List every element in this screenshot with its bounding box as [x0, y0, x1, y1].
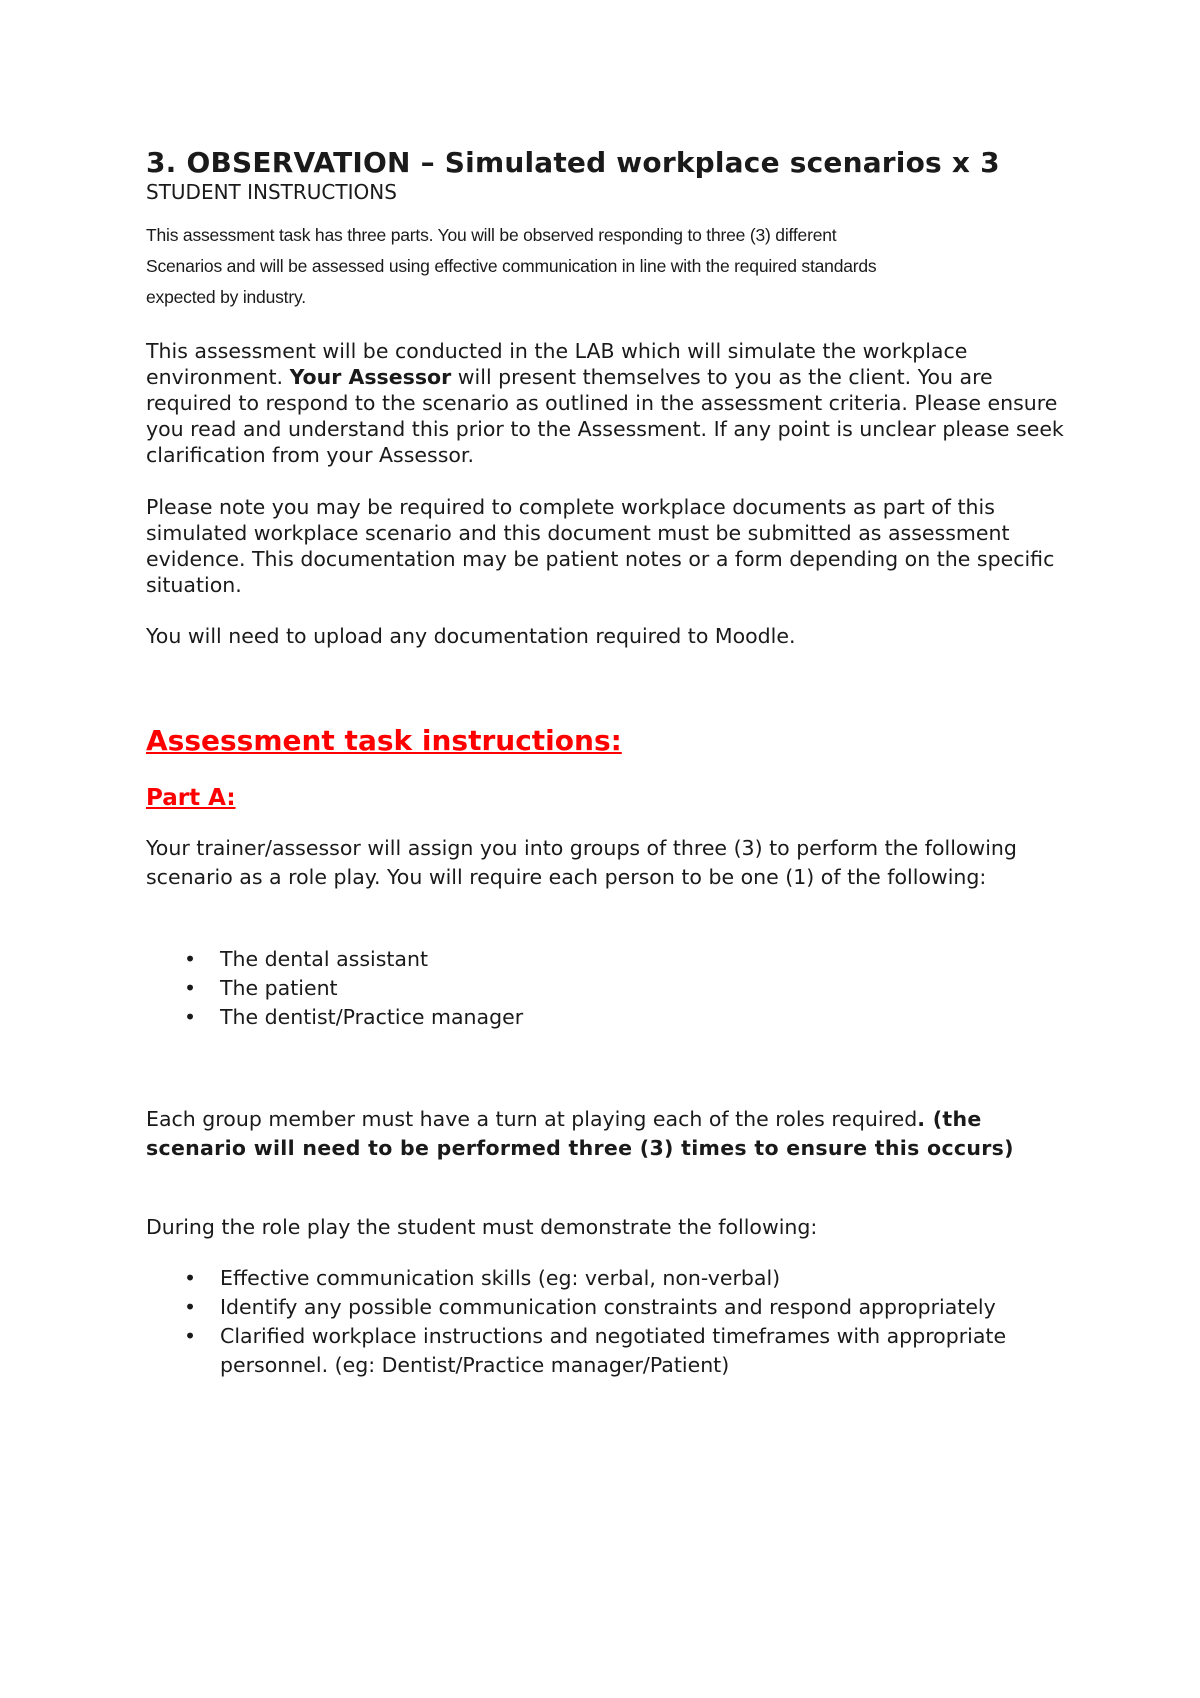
list-item: [146, 1322, 1086, 1380]
bullet-icon: •: [184, 976, 197, 1000]
list-item: [146, 1003, 523, 1032]
page-title: 3. OBSERVATION – Simulated workplace scenarios x 3: [146, 146, 1000, 179]
list-item-text: The patient: [220, 976, 338, 1000]
paragraph-text: will present themselves to you as the client. You are required to respond to the scenario as outlined in the assessment criteria. Please ensure you read and understand this prior to the Assessment. If any point is unclear please seek clarification from your Assessor.: [146, 365, 1064, 467]
intro-paragraph: [146, 220, 1046, 313]
part-a-intro-paragraph: Your trainer/assessor will assign you into groups of three (3) to perform the following scenario as a role play. You will require each person to be one (1) of the following:: [146, 836, 1017, 889]
part-a-heading: Part A:: [146, 785, 236, 811]
page-subtitle: STUDENT INSTRUCTIONS: [146, 180, 397, 204]
bullet-icon: •: [184, 1295, 197, 1319]
documents-note-paragraph: Please note you may be required to complete workplace documents as part of this simulated workplace scenario and this document must be submitted as assessment evidence. This documentation may be patient notes or a form depending on the specific situation.: [146, 495, 1055, 597]
list-item-text: The dental assistant: [220, 947, 429, 971]
list-item: [146, 974, 523, 1003]
turns-paragraph: [146, 1105, 1086, 1163]
intro-line: Scenarios and will be assessed using effective communication in line with the required standards: [146, 256, 877, 276]
bullet-icon: •: [184, 1324, 197, 1348]
criteria-list: [146, 1264, 1086, 1380]
bullet-icon: •: [184, 947, 197, 971]
list-item: [146, 945, 523, 974]
bullet-icon: •: [184, 1005, 197, 1029]
paragraph-text: This assessment will be conducted in the LAB which will simulate the workplace environment.: [146, 339, 968, 389]
bold-text-performance-note: . (the scenario will need to be performed three (3) times to ensure this occurs): [146, 1107, 1014, 1160]
section-heading: Assessment task instructions:: [146, 724, 622, 757]
lab-assessment-paragraph: [146, 338, 1076, 468]
list-item-text: Identify any possible communication constraints and respond appropriately: [220, 1295, 996, 1319]
intro-line: This assessment task has three parts. You will be observed responding to three (3) different: [146, 225, 837, 245]
list-item-text: Effective communication skills (eg: verbal, non-verbal): [220, 1266, 781, 1290]
paragraph-text: Each group member must have a turn at playing each of the roles required: [146, 1107, 918, 1131]
bullet-icon: •: [184, 1266, 197, 1290]
demonstrate-paragraph: During the role play the student must demonstrate the following:: [146, 1215, 818, 1239]
list-item: [146, 1264, 1086, 1293]
list-item-text: Clarified workplace instructions and negotiated timeframes with appropriate personnel. (eg: Dentist/Practice manager/Patient): [220, 1324, 1007, 1377]
list-item: [146, 1293, 1086, 1322]
intro-line: expected by industry.: [146, 287, 306, 307]
roles-list: [146, 945, 523, 1032]
bold-text-your-assessor: Your Assessor: [289, 365, 452, 389]
list-item-text: The dentist/Practice manager: [220, 1005, 524, 1029]
upload-paragraph: You will need to upload any documentation required to Moodle.: [146, 624, 796, 648]
